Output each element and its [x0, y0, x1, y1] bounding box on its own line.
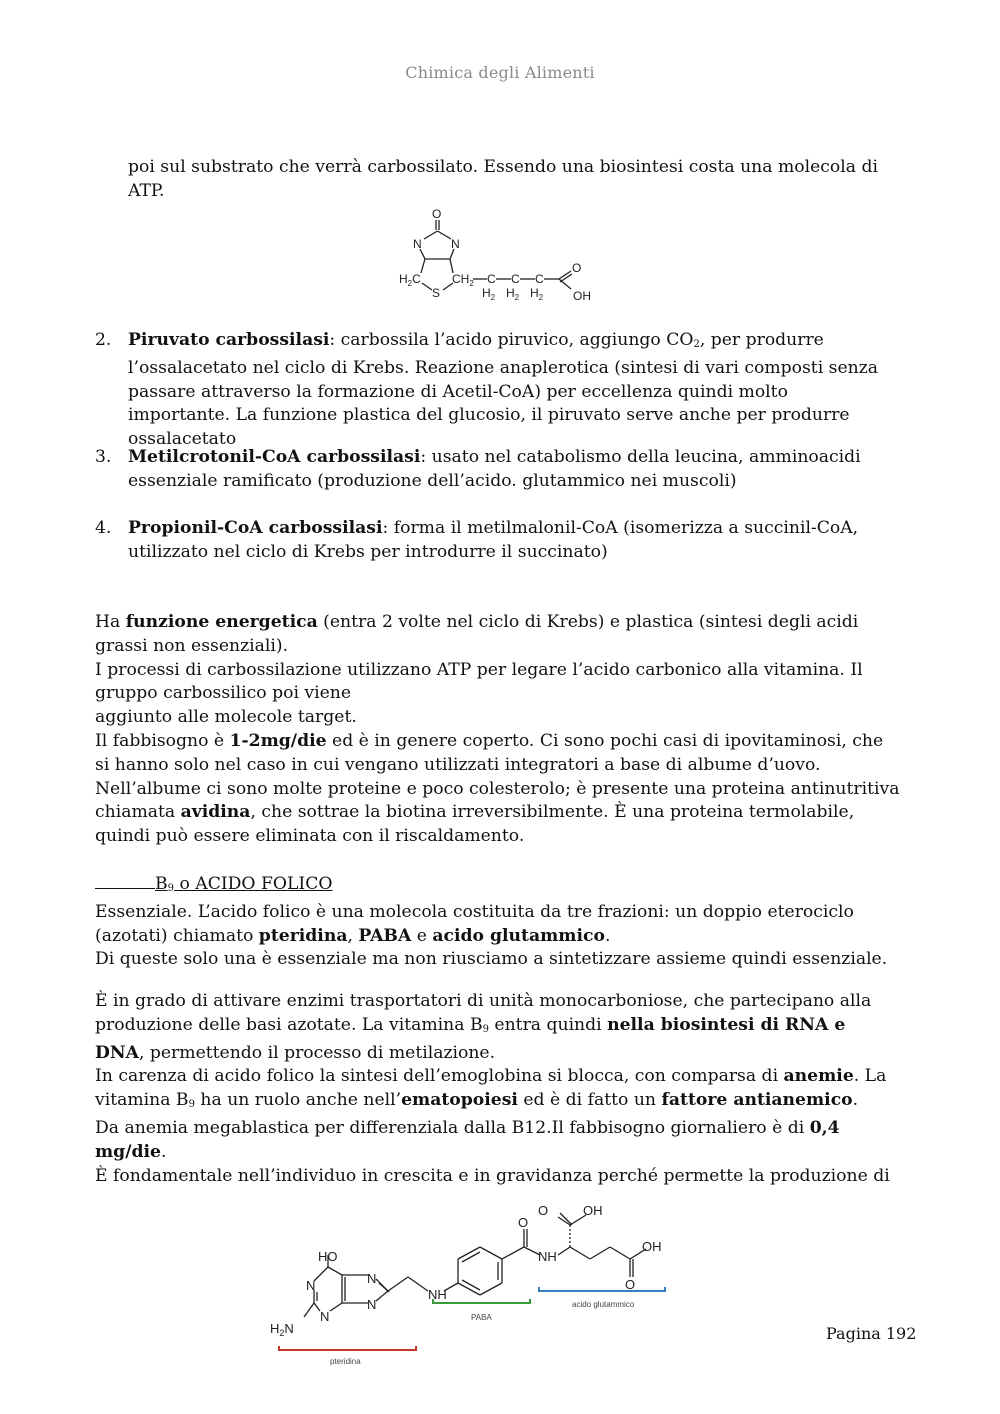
list-number: 4.: [95, 518, 112, 538]
biotin-H2-3: H: [530, 286, 539, 300]
paragraph: Da anemia megablastica per differenziala dalla B12.Il fabbisogno giornaliero è di 0,4 mg/die.: [95, 1117, 840, 1162]
label-paba: PABA: [471, 1313, 492, 1322]
paragraph: Il fabbisogno è 1-2mg/die ed è in genere coperto. Ci sono pochi casi di ipovitaminosi, che si hanno solo nel caso in cui vengano utilizzati integratori a base di albume d’uovo. Nell’albume ci sono molte proteine e poco colesterolo; è presente una proteina antinutritiva chiamata avidina, che sottrae la biotina irreversibilmente. È una proteina termolabile, quindi può essere eliminata con il riscaldamento.: [95, 730, 900, 847]
glutammico-bracket: [539, 1287, 665, 1291]
bold-term: 0,4 mg/die: [95, 1117, 840, 1162]
list-number: 3.: [95, 447, 112, 467]
list-term: Piruvato carbossilasi: [128, 330, 330, 350]
paragraph: Essenziale. L’acido folico è una molecola costituita da tre frazioni: un doppio eterociclo (azotati) chiamato pteridina, PABA e acido glutammico.: [95, 901, 854, 946]
heading-underline: [95, 872, 155, 889]
folate-N-2: N: [320, 1309, 330, 1324]
list-desc-a: : forma il metilmalonil-CoA (isomerizza a succinil-CoA, utilizzato nel ciclo di Krebs per introdurre il succinato): [128, 518, 859, 562]
folic-acid-function-section: [95, 990, 900, 1188]
section-heading: $B_9$ o ACIDO FOLICO: [95, 872, 900, 901]
page-number: Pagina 192: [826, 1324, 917, 1343]
biotin-N-left: N: [413, 237, 422, 251]
folate-H2N-H: H: [270, 1321, 280, 1336]
biotin-carbonyl-O: O: [572, 261, 582, 275]
bold-term: fattore antianemico: [661, 1090, 853, 1111]
paba-bracket: [433, 1299, 530, 1303]
intro-line-2: ATP.: [128, 180, 165, 201]
bold-term: anemie: [783, 1066, 854, 1087]
folate-HO: HO: [318, 1249, 338, 1264]
bold-term: 1-2mg/die: [229, 730, 327, 751]
folate-NH-1: NH: [428, 1287, 447, 1302]
svg-text:H2C: [399, 272, 421, 288]
biotin-O: O: [432, 207, 442, 221]
intro-paragraph: [128, 156, 898, 204]
folic-acid-structure: [268, 1195, 678, 1370]
paragraph: È fondamentale nell’individuo in crescita e in gravidanza perché permette la produzione di: [95, 1165, 890, 1186]
folic-acid-section: [95, 872, 900, 972]
folate-NH-2: NH: [538, 1249, 557, 1264]
folate-OH-2: OH: [642, 1239, 662, 1254]
bold-term: nella biosintesi di RNA e DNA: [95, 1014, 846, 1063]
biotin-N-right: N: [451, 237, 460, 251]
pteridina-bracket: [279, 1346, 416, 1350]
svg-text:CH2: [452, 272, 474, 288]
folate-N-1: N: [306, 1278, 316, 1293]
list-text: [128, 517, 893, 565]
list-term: Metilcrotonil-CoA carbossilasi: [128, 447, 421, 467]
label-acido-glutammico: acido glutammico: [572, 1300, 635, 1309]
bold-term: funzione energetica: [125, 612, 318, 632]
folate-N-3: N: [367, 1271, 377, 1286]
biotin-H2-2: H: [506, 286, 515, 300]
co2-subscript: 2: [693, 339, 700, 350]
list-desc-b: , per produrre l’ossalacetato nel ciclo di Krebs. Reazione anaplerotica (sintesi di vari composti senza passare attraverso la formazione di Acetil-CoA) per eccellenza quindi molto importante. La funzione plastica del glucosio, il piruvato serve anche per produrre ossalacetato: [128, 330, 879, 450]
bold-term: avidina: [180, 802, 251, 823]
paragraph: In carenza di acido folico la sintesi dell’emoglobina si blocca, con comparsa di anemie. La vitamina $B_9$ ha un ruolo anche nell’ematopoiesi ed è di fatto un fattore antianemico.: [95, 1066, 887, 1111]
bold-term: acido glutammico: [432, 925, 605, 946]
page-header: Chimica degli Alimenti: [405, 63, 595, 82]
intro-line-1: poi sul substrato che verrà carbossilato. Essendo una biosintesi costa una molecola di: [128, 157, 878, 177]
list-desc-a: : carbossila l’acido piruvico, aggiungo CO: [329, 330, 694, 350]
bold-term: ematopoiesi: [401, 1090, 518, 1111]
svg-text:H2N: [270, 1321, 294, 1338]
biotin-structure: [395, 203, 605, 305]
folate-N-4: N: [367, 1297, 377, 1312]
svg-text:H2: [530, 286, 544, 302]
biotin-C2: C: [511, 272, 520, 286]
biotin-H2C-C: C: [412, 272, 421, 286]
biotin-CH-sub: 2: [469, 279, 474, 288]
folate-OH-1: OH: [583, 1203, 603, 1218]
biotin-C1: C: [487, 272, 496, 286]
svg-text:H2: [482, 286, 496, 302]
biotin-H2-1: H: [482, 286, 491, 300]
bold-term: PABA: [358, 925, 412, 946]
list-term: Propionil-CoA carbossilasi: [128, 518, 383, 538]
biotin-H2-2-sub: 2: [514, 293, 520, 302]
biotin-H2-3-sub: 2: [538, 293, 544, 302]
paragraph: Ha funzione energetica (entra 2 volte nel ciclo di Krebs) e plastica (sintesi degli acidi grassi non essenziali).: [95, 612, 859, 656]
list-text: [128, 329, 893, 452]
biotin-function-section: [95, 611, 900, 849]
folate-H2N-N: N: [284, 1321, 294, 1336]
biotin-OH: OH: [573, 289, 591, 303]
biotin-S: S: [432, 286, 441, 300]
bold-term: pteridina: [258, 925, 348, 946]
biotin-H2-1-sub: 2: [490, 293, 496, 302]
folate-carboxyl-O-2: O: [625, 1277, 636, 1292]
biotin-H2C-sub: 2: [407, 279, 413, 288]
paragraph: È in grado di attivare enzimi trasportatori di unità monocarboniose, che partecipano alla produzione delle basi azotate. La vitamina $B_9$ entra quindi nella biosintesi di RNA e DNA, permettendo il processo di metilazione.: [95, 991, 872, 1063]
folate-carboxyl-O-1: O: [538, 1203, 549, 1218]
biotin-C3: C: [535, 272, 544, 286]
folate-amide-O: O: [518, 1215, 529, 1230]
paragraph: Di queste solo una è essenziale ma non riusciamo a sintetizzare assieme quindi essenziale.: [95, 949, 888, 970]
folate-H2N-sub: 2: [279, 1328, 285, 1338]
paragraph: I processi di carbossilazione utilizzano ATP per legare l’acido carbonico alla vitamina. Il gruppo carbossilico poi viene aggiunto alle molecole target.: [95, 659, 863, 728]
list-text: [128, 446, 893, 494]
list-desc-a: : usato nel catabolismo della leucina, amminoacidi essenziale ramificato (produzione dell’acido. glutammico nei muscoli): [128, 447, 861, 491]
svg-text:H2: [506, 286, 520, 302]
biotin-H2C-H: H: [399, 272, 408, 286]
label-pteridina: pteridina: [330, 1357, 361, 1366]
list-number: 2.: [95, 330, 112, 350]
biotin-CH: CH: [452, 272, 470, 286]
